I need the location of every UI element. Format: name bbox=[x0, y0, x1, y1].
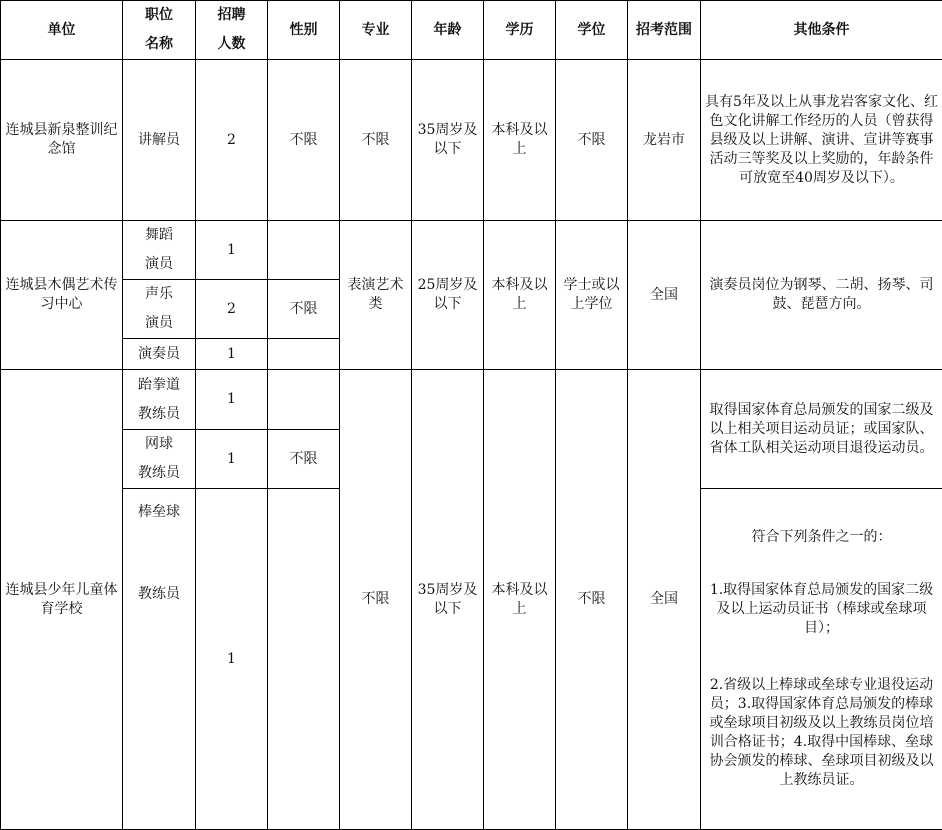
position-line1: 舞蹈 bbox=[125, 221, 193, 250]
header-degree: 学位 bbox=[556, 1, 628, 60]
table-row bbox=[1, 60, 942, 221]
gender-cell: 不限 bbox=[268, 280, 340, 339]
position-line1: 声乐 bbox=[125, 280, 193, 309]
scope-cell: 全国 bbox=[628, 370, 701, 830]
count-cell: 1 bbox=[196, 370, 268, 430]
position-line1: 棒垒球 bbox=[125, 503, 193, 522]
degree-cell: 不限 bbox=[556, 370, 628, 830]
position-cell bbox=[123, 430, 196, 489]
gender-cell: 不限 bbox=[268, 430, 340, 489]
unit-cell: 连城县木偶艺术传习中心 bbox=[1, 221, 123, 370]
header-other: 其他条件 bbox=[701, 1, 942, 60]
condition-item-1: 1.取得国家体育总局颁发的国家二级及以上运动员证书（棒球或垒球项目）； bbox=[704, 581, 939, 638]
table-row bbox=[1, 221, 942, 280]
header-education: 学历 bbox=[484, 1, 556, 60]
other-conditions-cell: 取得国家体育总局颁发的国家二级及以上相关项目运动员证；或国家队、省体工队相关运动项目退役运动员。 bbox=[701, 370, 942, 489]
position-cell bbox=[123, 489, 196, 830]
gender-cell-empty bbox=[268, 489, 340, 830]
position-line2: 教练员 bbox=[125, 459, 193, 488]
unit-cell: 连城县少年儿童体育学校 bbox=[1, 370, 123, 830]
header-count bbox=[196, 1, 268, 60]
gender-cell-empty bbox=[268, 339, 340, 370]
count-cell: 1 bbox=[196, 221, 268, 280]
position-cell: 演奏员 bbox=[123, 339, 196, 370]
header-position-line2: 名称 bbox=[125, 30, 193, 59]
header-age: 年龄 bbox=[412, 1, 484, 60]
major-cell: 表演艺术类 bbox=[340, 221, 412, 370]
education-cell: 本科及以上 bbox=[484, 370, 556, 830]
gender-cell-empty bbox=[268, 370, 340, 430]
header-count-line1: 招聘 bbox=[198, 1, 265, 30]
scope-cell: 龙岩市 bbox=[628, 60, 701, 221]
header-position-line1: 职位 bbox=[125, 1, 193, 30]
header-count-line2: 人数 bbox=[198, 30, 265, 59]
conditions-intro: 符合下列条件之一的： bbox=[704, 528, 939, 547]
header-unit: 单位 bbox=[1, 1, 123, 60]
education-cell: 本科及以上 bbox=[484, 221, 556, 370]
position-line2: 教练员 bbox=[125, 585, 193, 604]
header-gender: 性别 bbox=[268, 1, 340, 60]
position-cell bbox=[123, 370, 196, 430]
count-cell: 1 bbox=[196, 430, 268, 489]
position-cell bbox=[123, 280, 196, 339]
other-conditions-cell bbox=[701, 489, 942, 830]
other-conditions-cell: 具有5年及以上从事龙岩客家文化、红色文化讲解工作经历的人员（曾获得县级及以上讲解、演讲、宣讲等赛事活动三等奖及以上奖励的，年龄条件可放宽至40周岁及以下）。 bbox=[701, 60, 942, 221]
header-row bbox=[1, 1, 942, 60]
education-cell: 本科及以上 bbox=[484, 60, 556, 221]
header-major: 专业 bbox=[340, 1, 412, 60]
degree-cell: 不限 bbox=[556, 60, 628, 221]
position-line2: 演员 bbox=[125, 309, 193, 338]
age-cell: 35周岁及以下 bbox=[412, 370, 484, 830]
position-cell: 讲解员 bbox=[123, 60, 196, 221]
position-line1: 网球 bbox=[125, 430, 193, 459]
header-scope: 招考范围 bbox=[628, 1, 701, 60]
age-cell: 25周岁及以下 bbox=[412, 221, 484, 370]
table-row bbox=[1, 370, 942, 430]
condition-item-2: 2.省级以上棒球或垒球专业退役运动员；3.取得国家体育总局颁发的棒球或垒球项目初级及以上教练员岗位培训合格证书；4.取得中国棒球、垒球协会颁发的棒球、垒球项目初级及以上教练员证。 bbox=[704, 676, 939, 790]
position-line2: 教练员 bbox=[125, 400, 193, 429]
scope-cell: 全国 bbox=[628, 221, 701, 370]
unit-cell: 连城县新泉整训纪念馆 bbox=[1, 60, 123, 221]
count-cell: 2 bbox=[196, 280, 268, 339]
count-cell: 1 bbox=[196, 339, 268, 370]
count-cell: 1 bbox=[196, 489, 268, 830]
other-conditions-cell: 演奏员岗位为钢琴、二胡、扬琴、司鼓、琵琶方向。 bbox=[701, 221, 942, 370]
degree-cell: 学士或以上学位 bbox=[556, 221, 628, 370]
major-cell: 不限 bbox=[340, 370, 412, 830]
gender-cell-empty bbox=[268, 221, 340, 280]
major-cell: 不限 bbox=[340, 60, 412, 221]
count-cell: 2 bbox=[196, 60, 268, 221]
position-cell bbox=[123, 221, 196, 280]
header-position bbox=[123, 1, 196, 60]
gender-cell: 不限 bbox=[268, 60, 340, 221]
position-line2: 演员 bbox=[125, 250, 193, 279]
age-cell: 35周岁及以下 bbox=[412, 60, 484, 221]
position-line1: 跆拳道 bbox=[125, 371, 193, 400]
